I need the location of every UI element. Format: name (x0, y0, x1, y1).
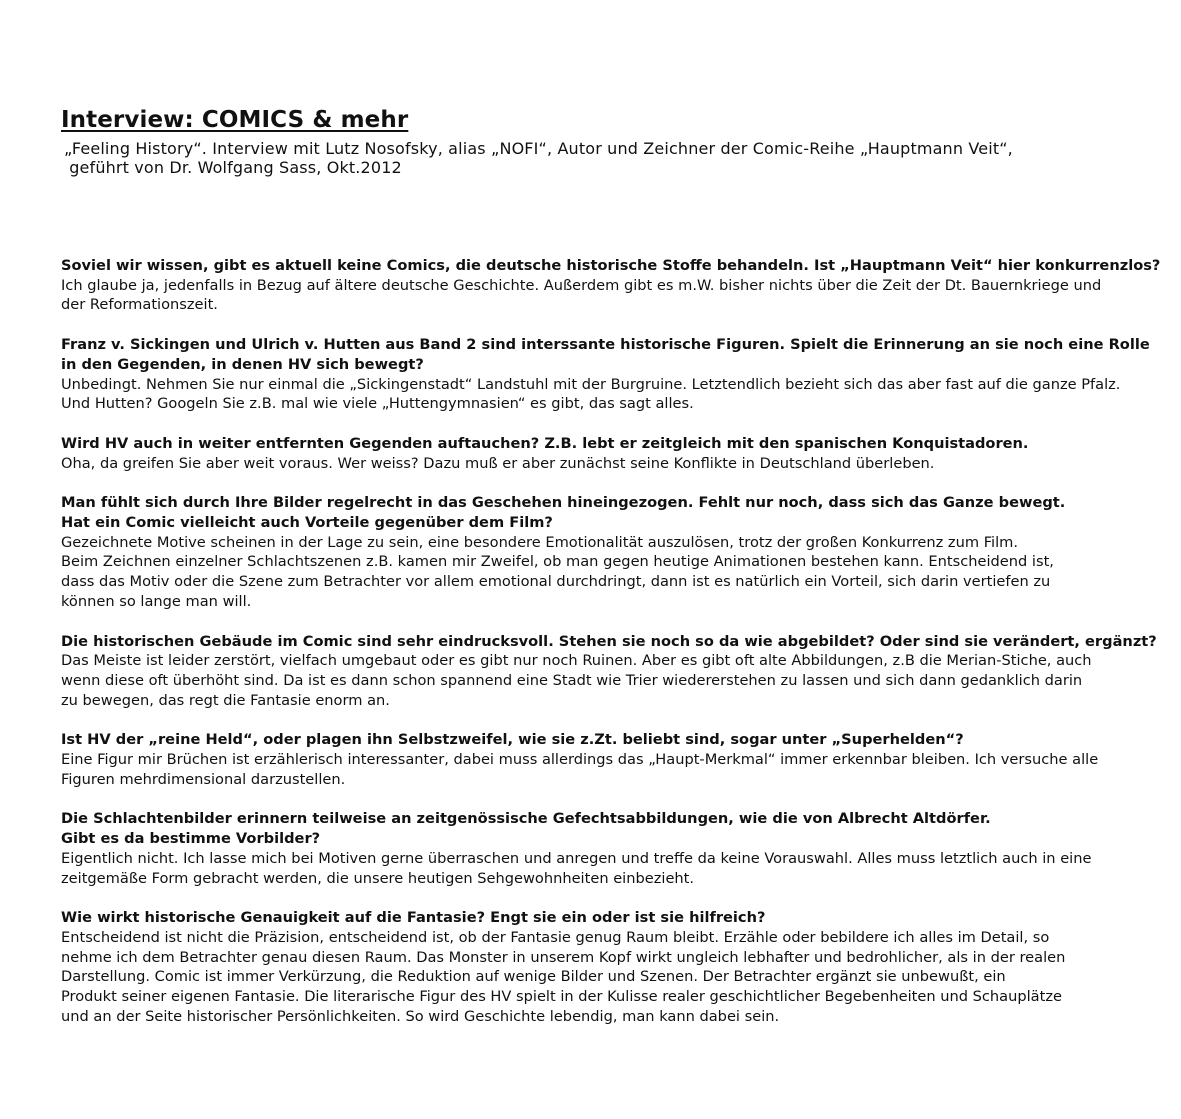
answer-line: Ich glaube ja, jedenfalls in Bezug auf ältere deutsche Geschichte. Außerdem gibt es m.W. bisher nichts über die Zeit der Dt. Bauernkriege und (61, 276, 1102, 294)
qa-block (61, 632, 1156, 711)
qa-block (61, 335, 1156, 414)
qa-block (61, 730, 1156, 789)
question-line: Man fühlt sich durch Ihre Bilder regelrecht in das Geschehen hineingezogen. Fehlt nur noch, dass sich das Ganze bewegt. (61, 494, 1066, 512)
answer-line: Unbedingt. Nehmen Sie nur einmal die „Sickingenstadt“ Landstuhl mit der Burgruine. Letztendlich bezieht sich das aber fast auf die ganze Pfalz. (61, 375, 1121, 393)
answer (61, 750, 1156, 789)
question-line: Franz v. Sickingen und Ulrich v. Hutten aus Band 2 sind interssante historische Figuren. Spielt die Erinnerung an sie noch eine Rolle (61, 336, 1150, 354)
answer-line: Eine Figur mir Brüchen ist erzählerisch interessanter, dabei muss allerdings das „Haupt-Merkmal“ immer erkennbar bleiben. Ich versuche alle (61, 751, 1099, 769)
question-line: Ist HV der „reine Held“, oder plagen ihn Selbstzweifel, wie sie z.Zt. beliebt sind, sogar unter „Superhelden“? (61, 731, 964, 749)
answer-line: Figuren mehrdimensional darzustellen. (61, 770, 346, 788)
answer-line: wenn diese oft überhöht sind. Da ist es dann schon spannend eine Stadt wie Trier wiedererstehen zu lassen und sich dann gedanklich darin (61, 671, 1083, 689)
answer-line: Beim Zeichnen einzelner Schlachtszenen z.B. kamen mir Zweifel, ob man gegen heutige Animationen bestehen kann. Entscheidend ist, (61, 553, 1054, 571)
subtitle (64, 139, 1146, 177)
subtitle-line: geführt von Dr. Wolfgang Sass, Okt.2012 (64, 158, 402, 177)
answer (61, 454, 1156, 474)
answer-line: zeitgemäße Form gebracht werden, die unsere heutigen Sehgewohnheiten einbezieht. (61, 869, 695, 887)
question (61, 335, 1156, 374)
answer-line: und an der Seite historischer Persönlichkeiten. So wird Geschichte lebendig, man kann dabei sein. (61, 1007, 780, 1025)
answer (61, 849, 1156, 888)
question (61, 632, 1156, 652)
answer-line: Produkt seiner eigenen Fantasie. Die literarische Figur des HV spielt in der Kulisse realer geschichtlicher Begebenheiten und Schauplätze (61, 988, 1062, 1006)
qa-block (61, 908, 1156, 1026)
interview-body (61, 256, 1161, 1047)
subtitle-line: „Feeling History“. Interview mit Lutz Nosofsky, alias „NOFI“, Autor und Zeichner der Comic-Reihe „Hauptmann Veit“, (64, 139, 1013, 158)
question (61, 809, 1156, 848)
answer-line: der Reformationszeit. (61, 296, 218, 314)
question-line: Die historischen Gebäude im Comic sind sehr eindrucksvoll. Stehen sie noch so da wie abgebildet? Oder sind sie verändert, ergänzt? (61, 632, 1157, 650)
question-line: Wird HV auch in weiter entfernten Gegenden auftauchen? Z.B. lebt er zeitgleich mit den spanischen Konquistadoren. (61, 434, 1029, 452)
answer-line: Das Meiste ist leider zerstört, vielfach umgebaut oder es gibt nur noch Ruinen. Aber es gibt oft alte Abbildungen, z.B die Merian-Stiche, auch (61, 652, 1092, 670)
qa-block (61, 493, 1156, 611)
question (61, 493, 1156, 532)
answer (61, 533, 1156, 612)
answer-line: können so lange man will. (61, 592, 252, 610)
answer (61, 375, 1156, 414)
question (61, 908, 1156, 928)
qa-block (61, 256, 1161, 315)
answer-line: Entscheidend ist nicht die Präzision, entscheidend ist, ob der Fantasie genug Raum bleibt. Erzähle oder bebildere ich alles im Detail, so (61, 928, 1050, 946)
question-line: in den Gegenden, in denen HV sich bewegt? (61, 355, 424, 373)
page-title: Interview: COMICS & mehr (61, 107, 409, 133)
question-line: Wie wirkt historische Genauigkeit auf die Fantasie? Engt sie ein oder ist sie hilfreich? (61, 909, 766, 927)
answer-line: dass das Motiv oder die Szene zum Betrachter vor allem emotional durchdringt, dann ist es natürlich ein Vorteil, sich darin vertiefen zu (61, 573, 1051, 591)
question-line: Die Schlachtenbilder erinnern teilweise an zeitgenössische Gefechtsabbildungen, wie die von Albrecht Altdörfer. (61, 810, 991, 828)
question (61, 256, 1161, 276)
question-line: Gibt es da bestimme Vorbilder? (61, 830, 321, 848)
document-header (61, 104, 1146, 177)
qa-block (61, 809, 1156, 888)
question (61, 434, 1156, 454)
answer-line: Und Hutten? Googeln Sie z.B. mal wie viele „Huttengymnasien“ es gibt, das sagt alles. (61, 395, 694, 413)
answer-line: Eigentlich nicht. Ich lasse mich bei Motiven gerne überraschen und anregen und treffe da keine Vorauswahl. Alles muss letztlich auch in eine (61, 849, 1092, 867)
answer (61, 276, 1156, 315)
answer-line: Oha, da greifen Sie aber weit voraus. Wer weiss? Dazu muß er aber zunächst seine Konflikte in Deutschland überleben. (61, 454, 935, 472)
answer-line: Gezeichnete Motive scheinen in der Lage zu sein, eine besondere Emotionalität auszulösen, trotz der großen Konkurrenz zum Film. (61, 533, 1018, 551)
answer-line: zu bewegen, das regt die Fantasie enorm an. (61, 691, 390, 709)
qa-block (61, 434, 1156, 473)
answer-line: Darstellung. Comic ist immer Verkürzung, die Reduktion auf wenige Bilder und Szenen. Der Betrachter ergänzt sie unbewußt, ein (61, 968, 1006, 986)
question-line: Hat ein Comic vielleicht auch Vorteile gegenüber dem Film? (61, 514, 553, 532)
answer (61, 651, 1156, 710)
answer-line: nehme ich dem Betrachter genau diesen Raum. Das Monster in unserem Kopf wirkt ungleich lebhafter und bedrohlicher, als in der realen (61, 948, 1066, 966)
question-line: Soviel wir wissen, gibt es aktuell keine Comics, die deutsche historische Stoffe behandeln. Ist „Hauptmann Veit“ hier konkurrenzlos? (61, 257, 1161, 274)
answer (61, 928, 1156, 1027)
question (61, 730, 1156, 750)
